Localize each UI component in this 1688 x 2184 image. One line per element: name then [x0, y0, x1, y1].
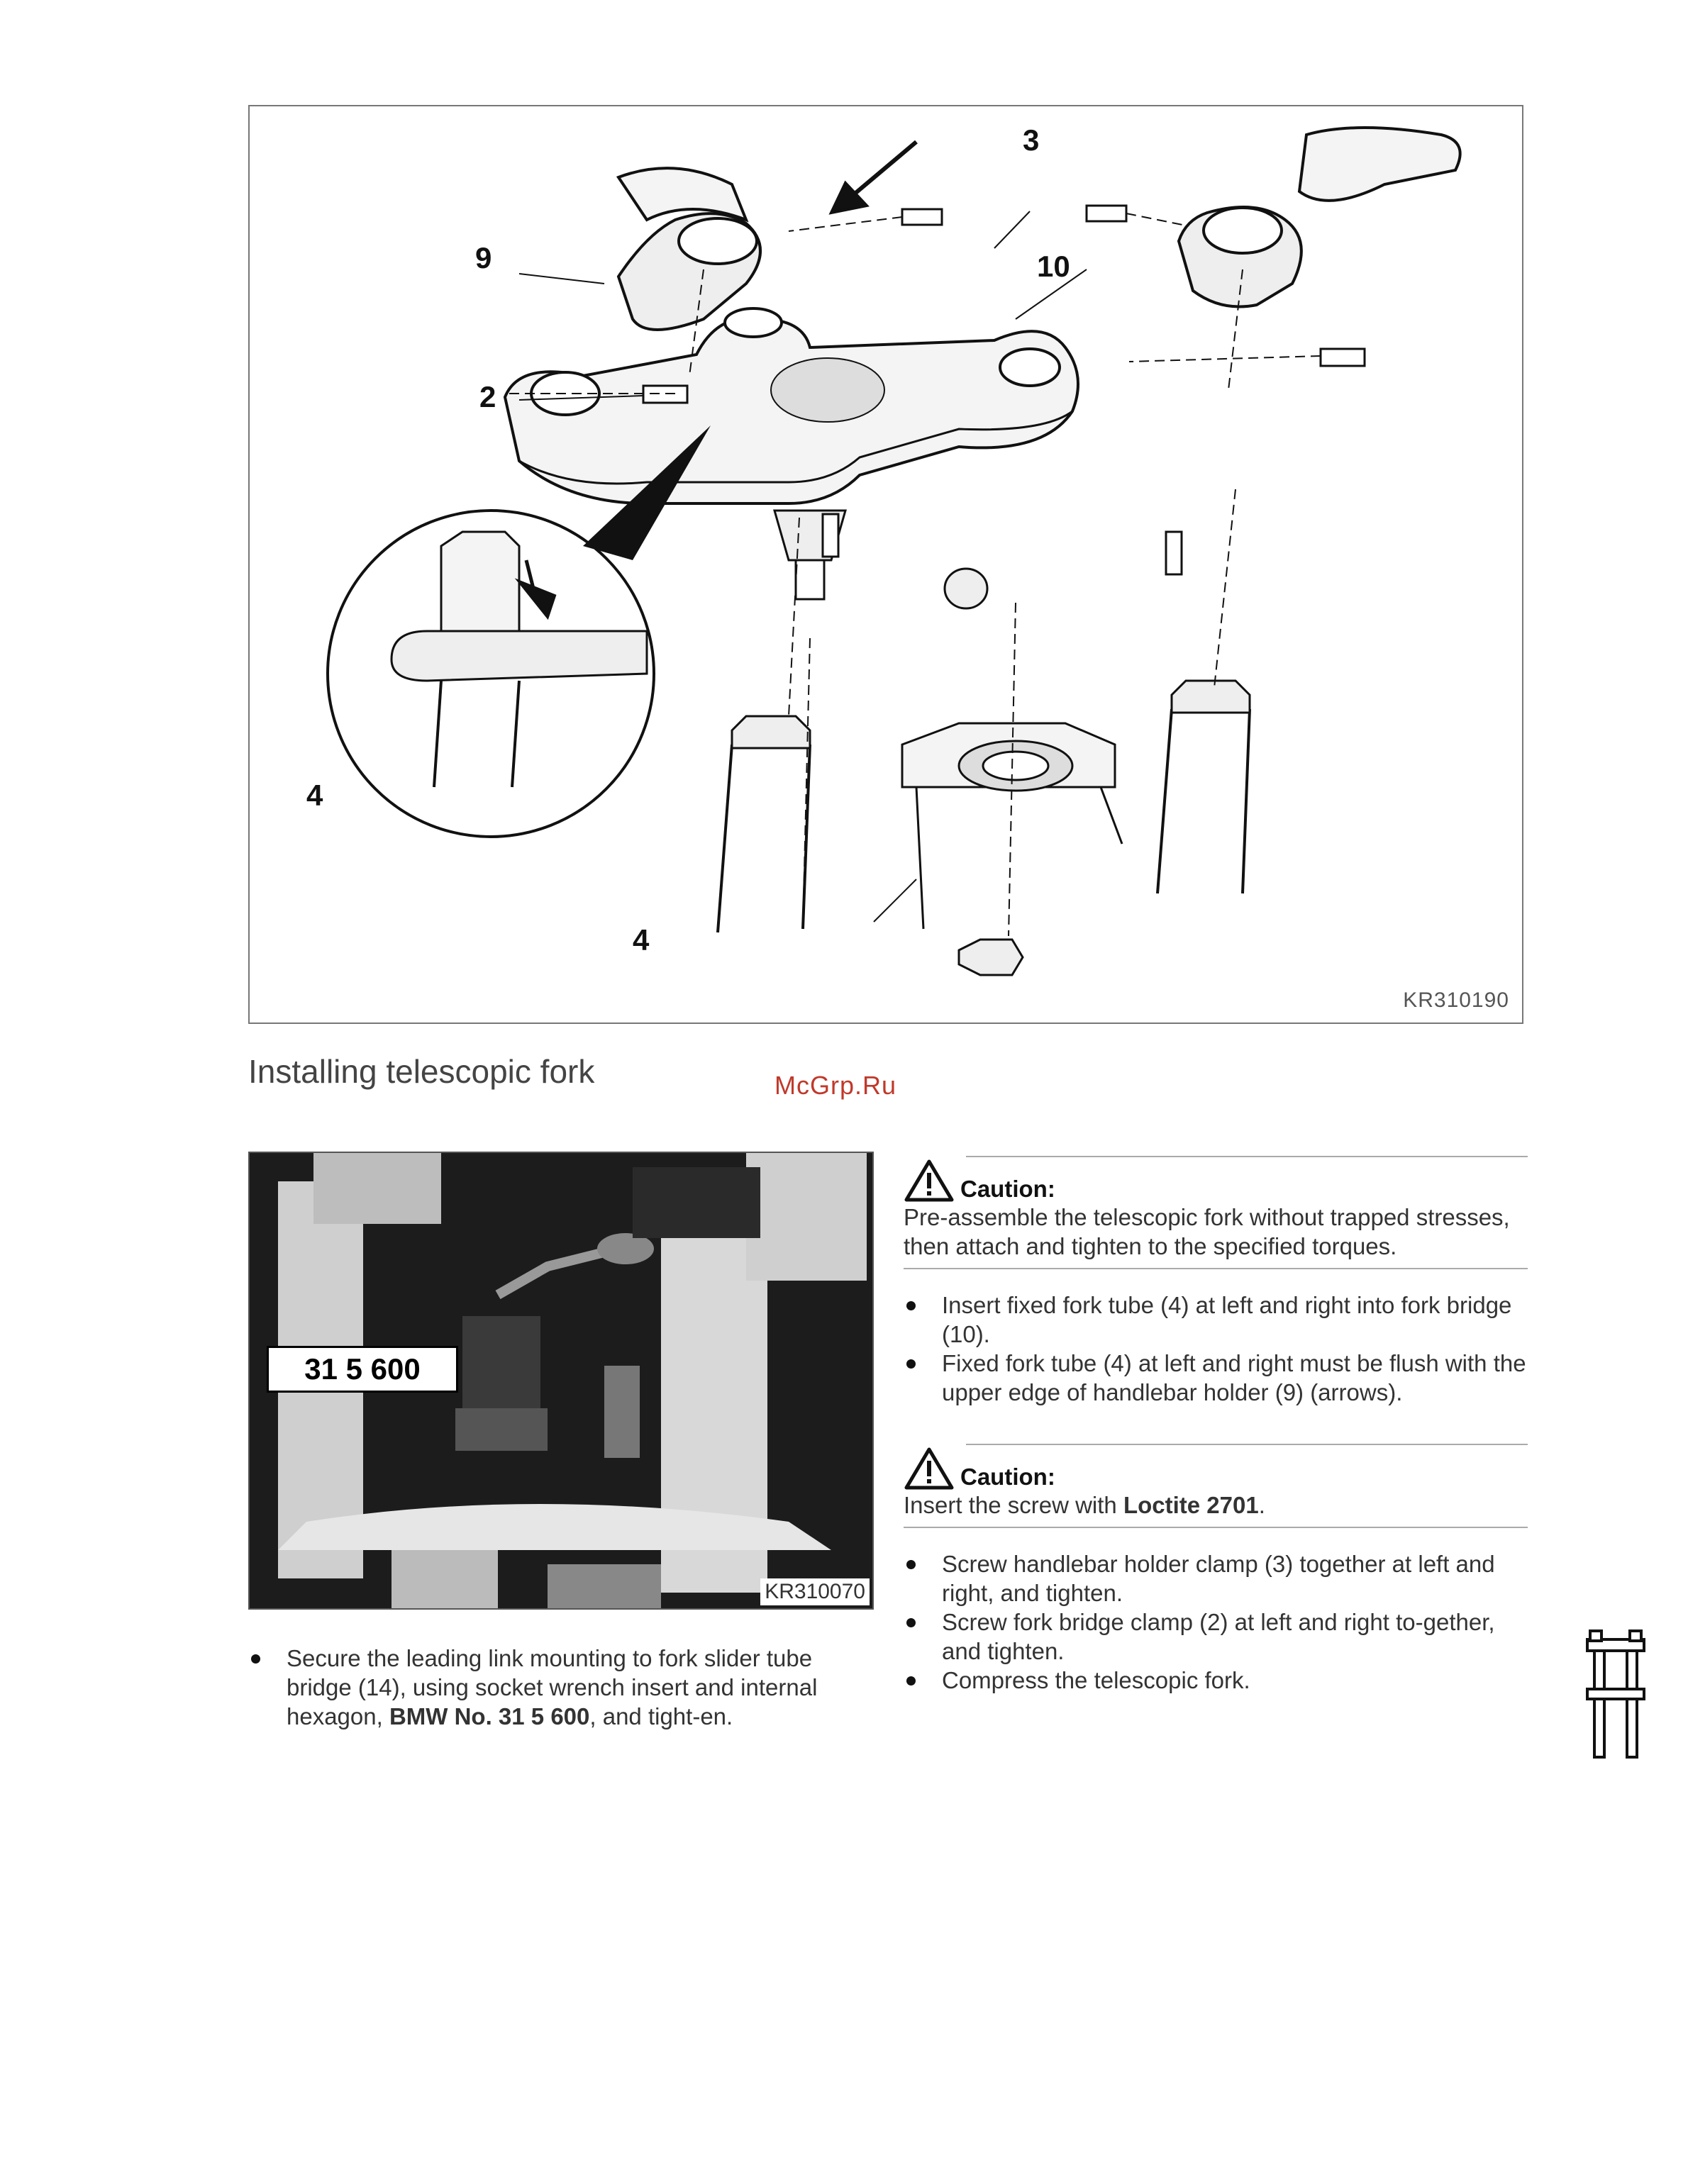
- list-item: [904, 1349, 1528, 1407]
- callout-4-main: 4: [633, 923, 650, 957]
- tool-reference: BMW No. 31 5 600: [389, 1703, 590, 1729]
- instruction-list-2: [904, 1549, 1528, 1695]
- photo-code: KR310070: [760, 1578, 870, 1605]
- caution-box-2: [904, 1444, 1528, 1528]
- callout-2: 2: [479, 380, 496, 413]
- workshop-photo: [248, 1152, 874, 1610]
- telescopic-fork-icon: [1580, 1625, 1651, 1767]
- instruction-text: Secure the leading link mounting to fork slider tube bridge (14), using socket wrench insert and internal hexagon,: [287, 1645, 818, 1729]
- bullet-icon: [906, 1359, 916, 1369]
- instruction-text: Screw handlebar holder clamp (3) together at left and right, and tighten.: [942, 1551, 1495, 1606]
- list-item: [904, 1608, 1528, 1666]
- warning-triangle-icon: [904, 1447, 955, 1491]
- figure-code: KR310190: [1403, 988, 1509, 1012]
- instruction-text: Fixed fork tube (4) at left and right must be flush with the upper edge of handlebar holder (9) (arrows).: [942, 1350, 1526, 1405]
- list-item: [904, 1549, 1528, 1608]
- section-title: Installing telescopic fork: [248, 1053, 595, 1090]
- caution-text-start: Insert the screw with: [904, 1492, 1123, 1518]
- caution-text-end: .: [1258, 1492, 1265, 1518]
- callout-3: 3: [1023, 123, 1040, 157]
- right-column: [904, 1156, 1528, 1695]
- bullet-icon: [906, 1618, 916, 1627]
- tool-number-label: 31 5 600: [267, 1346, 458, 1393]
- bullet-icon: [906, 1676, 916, 1686]
- instruction-text: Screw fork bridge clamp (2) at left and right to-gether, and tighten.: [942, 1609, 1495, 1664]
- watermark: McGrp.Ru: [774, 1071, 897, 1100]
- bullet-icon: [906, 1560, 916, 1569]
- callout-10: 10: [1037, 250, 1070, 283]
- instruction-text: Insert fixed fork tube (4) at left and right into fork bridge (10).: [942, 1292, 1512, 1347]
- fork-bridge-drawing: [250, 106, 1525, 1025]
- caution-text: Pre-assemble the telescopic fork without trapped stresses, then attach and tighten to the specified torques.: [904, 1204, 1510, 1259]
- instruction-text-end: , and tight-en.: [589, 1703, 733, 1729]
- callout-4-detail: 4: [306, 779, 323, 812]
- caution-heading: Caution:: [960, 1464, 1055, 1490]
- warning-triangle-icon: [904, 1159, 955, 1203]
- left-instruction-list: [248, 1644, 872, 1731]
- bullet-icon: [906, 1301, 916, 1310]
- product-reference: Loctite 2701: [1123, 1492, 1259, 1518]
- instruction-text: Compress the telescopic fork.: [942, 1667, 1250, 1693]
- list-item: [248, 1644, 872, 1731]
- caution-heading: Caution:: [960, 1176, 1055, 1202]
- caution-text: [904, 1491, 1528, 1520]
- exploded-diagram-figure: [248, 105, 1523, 1024]
- bullet-icon: [251, 1654, 260, 1664]
- callout-9: 9: [475, 241, 492, 274]
- instruction-list-1: [904, 1291, 1528, 1407]
- list-item: [904, 1291, 1528, 1349]
- caution-box-1: [904, 1156, 1528, 1269]
- list-item: [904, 1666, 1528, 1695]
